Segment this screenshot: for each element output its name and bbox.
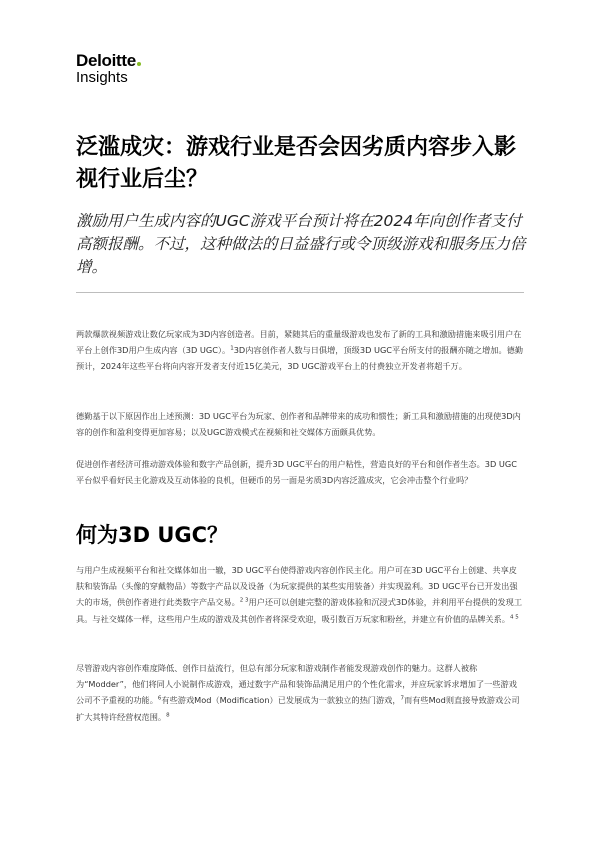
logo-brand-text: Deloitte bbox=[76, 51, 136, 70]
footnote-ref: 2 3 bbox=[239, 597, 249, 604]
logo-green-dot-icon bbox=[137, 62, 141, 66]
paragraph-reasons: 德勤基于以下原因作出上述预测：3D UGC平台为玩家、创作者和品牌带来的成功和惯性；新工具和激励措施的出现使3D内容的创作和盈利变得更加容易；以及UGC游戏模式在视频和社交媒体方面颇具优势。 bbox=[76, 411, 521, 438]
paragraph-creator-economy: 促进创作者经济可推动游戏体验和数字产品创新，提升3D UGC平台的用户粘性，营造良好的平台和创作者生态。3D UGC平台似乎看好民主化游戏及互动体验的良机，但硬币的另一面是劣质3D内容泛滥成灾，它会冲击整个行业吗？ bbox=[76, 459, 517, 486]
footnote-ref: 4 5 bbox=[509, 613, 519, 620]
footnote-ref: 1 bbox=[230, 345, 234, 352]
divider bbox=[76, 292, 524, 293]
paragraph-intro: 两款爆款视频游戏让数亿玩家成为3D内容创造者。目前，紧随其后的重量级游戏也发布了新的工具和激励措施来吸引用户在平台上创作3D用户生成内容（3D UGC）。$^1$3D内容创作者人数与日俱增，顶级3D UGC平台所支付的报酬亦随之增加。德勤预计，2024年这些平台将向内容开发者支付近15亿美元，3D UGC游戏平台上的付费独立开发者将超千万。 bbox=[76, 329, 524, 372]
article-title: 泛滥成灾：游戏行业是否会因劣质内容步入影视行业后尘？ bbox=[76, 135, 517, 192]
paragraph-what-is-ugc: 与用户生成视频平台和社交媒体如出一辙，3D UGC平台使得游戏内容创作民主化。用户可在3D UGC平台上创建、共享皮肤和装饰品（头像的穿戴物品）等数字产品以及设备（为玩家提供的某些实用装备）并实现盈利。3D UGC平台已开发出强大的市场，供创作者进行此类数字产品交易。$^{2 3}$用户还可以创建完整的游戏体验和沉浸式3D体验，并利用平台提供的发现工具。与社交媒体一样，这些用户生成的游戏及其创作者将深受欢迎，吸引数百万玩家和粉丝，并建立有价值的品牌关系。$^{4 5}$ bbox=[76, 565, 523, 624]
article-subtitle: 激励用户生成内容的UGC游戏平台预计将在2024年向创作者支付高额报酬。不过，这种做法的日益盛行或令顶级游戏和服务压力倍增。 bbox=[76, 212, 526, 276]
deloitte-insights-logo bbox=[76, 52, 141, 86]
footnote-ref: 7 bbox=[400, 695, 405, 702]
section-heading: 何为3D UGC？ bbox=[76, 523, 229, 547]
logo-sub-text: Insights bbox=[76, 69, 128, 86]
footnote-ref: 6 bbox=[157, 695, 162, 702]
footnote-ref: 8 bbox=[166, 711, 170, 718]
paragraph-modders: 尽管游戏内容创作难度降低、创作日益流行，但总有部分玩家和游戏制作者能发现游戏创作的魅力。这群人被称为“Modder”，他们将同人小说制作成游戏，通过数字产品和装饰品满足用户的个性化需求，并应玩家诉求增加了一些游戏公司不予重视的功能。$^6$有些游戏Mod（Modification）已发展成为一款独立的热门游戏，$^7$而有些Mod则直接导致游戏公司扩大其特许经营权范围。$^8$ bbox=[76, 663, 520, 722]
